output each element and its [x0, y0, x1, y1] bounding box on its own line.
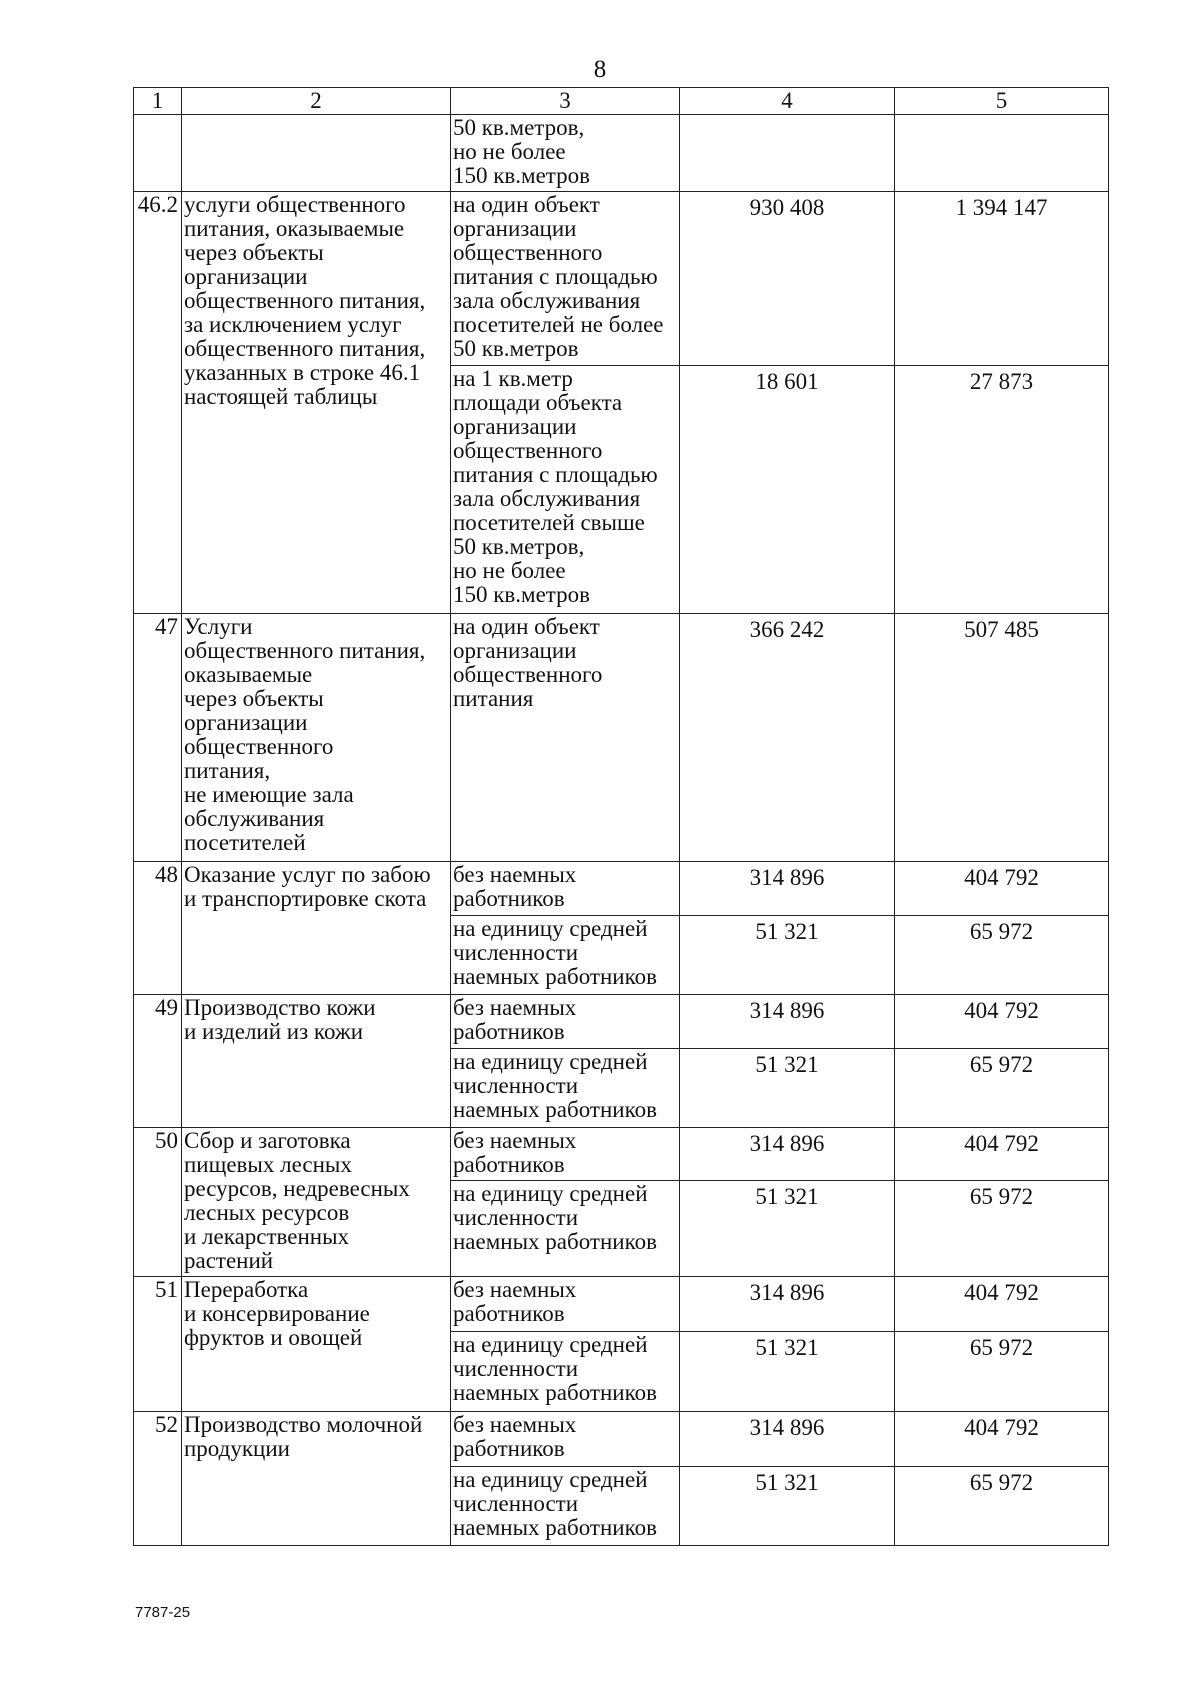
value-col4: 314 896 [680, 1277, 895, 1332]
value-col5: 65 972 [895, 1049, 1109, 1128]
base-cell: без наемных работников [451, 1277, 680, 1332]
base-cell: без наемных работников [451, 1128, 680, 1181]
row-number: 49 [134, 995, 182, 1128]
value-col4: 51 321 [680, 1049, 895, 1128]
value-col5: 27 873 [895, 366, 1109, 614]
row-number: 47 [134, 614, 182, 862]
value-col4: 930 408 [680, 192, 895, 366]
value-col5: 404 792 [895, 1128, 1109, 1181]
value-col5: 404 792 [895, 1277, 1109, 1332]
document-code: 7787-25 [135, 1604, 191, 1621]
activity-cell: Сбор и заготовка пищевых лесных ресурсов, недревесных лесных ресурсов и лекарственных растений [182, 1128, 451, 1277]
row-number [134, 115, 182, 192]
value-col5: 65 972 [895, 1332, 1109, 1412]
page-number: 8 [593, 56, 607, 83]
activity-cell: Услуги общественного питания, оказываемые через объекты организации общественного питания, не имеющие зала обслуживания посетителей [182, 614, 451, 862]
base-cell: без наемных работников [451, 1412, 680, 1467]
table-row [134, 1412, 1109, 1467]
value-col5: 507 485 [895, 614, 1109, 862]
column-header: 3 [451, 88, 680, 115]
table-row [134, 192, 1109, 366]
table-row [134, 614, 1109, 862]
table-row [134, 1128, 1109, 1181]
value-col5: 404 792 [895, 1412, 1109, 1467]
base-cell: на единицу средней численности наемных работников [451, 916, 680, 995]
base-cell: на единицу средней численности наемных работников [451, 1467, 680, 1546]
value-col5: 404 792 [895, 995, 1109, 1049]
table-header-row [134, 88, 1109, 115]
row-number: 51 [134, 1277, 182, 1412]
value-col4: 51 321 [680, 916, 895, 995]
value-col4: 51 321 [680, 1467, 895, 1546]
value-col4: 18 601 [680, 366, 895, 614]
base-cell: на 1 кв.метр площади объекта организации общественного питания с площадью зала обслуживания посетителей свыше 50 кв.метров, но не более 150 кв.метров [451, 366, 680, 614]
activity-cell: Производство кожи и изделий из кожи [182, 995, 451, 1128]
table-row [134, 862, 1109, 916]
table-row [134, 1277, 1109, 1332]
activity-cell [182, 115, 451, 192]
column-header: 4 [680, 88, 895, 115]
row-number: 50 [134, 1128, 182, 1277]
value-col5: 65 972 [895, 1181, 1109, 1277]
row-number: 52 [134, 1412, 182, 1546]
base-cell: на единицу средней численности наемных работников [451, 1181, 680, 1277]
value-col4: 366 242 [680, 614, 895, 862]
column-header: 5 [895, 88, 1109, 115]
value-col4: 51 321 [680, 1181, 895, 1277]
row-number: 46.2 [134, 192, 182, 614]
value-col5: 65 972 [895, 916, 1109, 995]
activity-cell: Переработка и консервирование фруктов и овощей [182, 1277, 451, 1412]
value-col5: 404 792 [895, 862, 1109, 916]
value-col5: 1 394 147 [895, 192, 1109, 366]
value-col4: 314 896 [680, 995, 895, 1049]
value-col4: 314 896 [680, 1128, 895, 1181]
value-col4 [680, 115, 895, 192]
base-cell: на единицу средней численности наемных работников [451, 1049, 680, 1128]
value-col4: 314 896 [680, 1412, 895, 1467]
value-col4: 51 321 [680, 1332, 895, 1412]
base-cell: на один объект организации общественного питания с площадью зала обслуживания посетителей не более 50 кв.метров [451, 192, 680, 366]
base-cell: без наемных работников [451, 995, 680, 1049]
activity-cell: услуги общественного питания, оказываемые через объекты организации общественного питания, за исключением услуг общественного питания, указанных в строке 46.1 настоящей таблицы [182, 192, 451, 614]
value-col4: 314 896 [680, 862, 895, 916]
base-cell: без наемных работников [451, 862, 680, 916]
base-cell: на один объект организации общественного питания [451, 614, 680, 862]
value-col5 [895, 115, 1109, 192]
column-header: 2 [182, 88, 451, 115]
column-header: 1 [134, 88, 182, 115]
activity-cell: Оказание услуг по забою и транспортировке скота [182, 862, 451, 995]
base-cell: 50 кв.метров, но не более 150 кв.метров [451, 115, 680, 192]
row-number: 48 [134, 862, 182, 995]
activity-cell: Производство молочной продукции [182, 1412, 451, 1546]
table-row [134, 995, 1109, 1049]
value-col5: 65 972 [895, 1467, 1109, 1546]
table-row [134, 115, 1109, 192]
base-cell: на единицу средней численности наемных работников [451, 1332, 680, 1412]
tariff-table [133, 87, 1109, 1546]
